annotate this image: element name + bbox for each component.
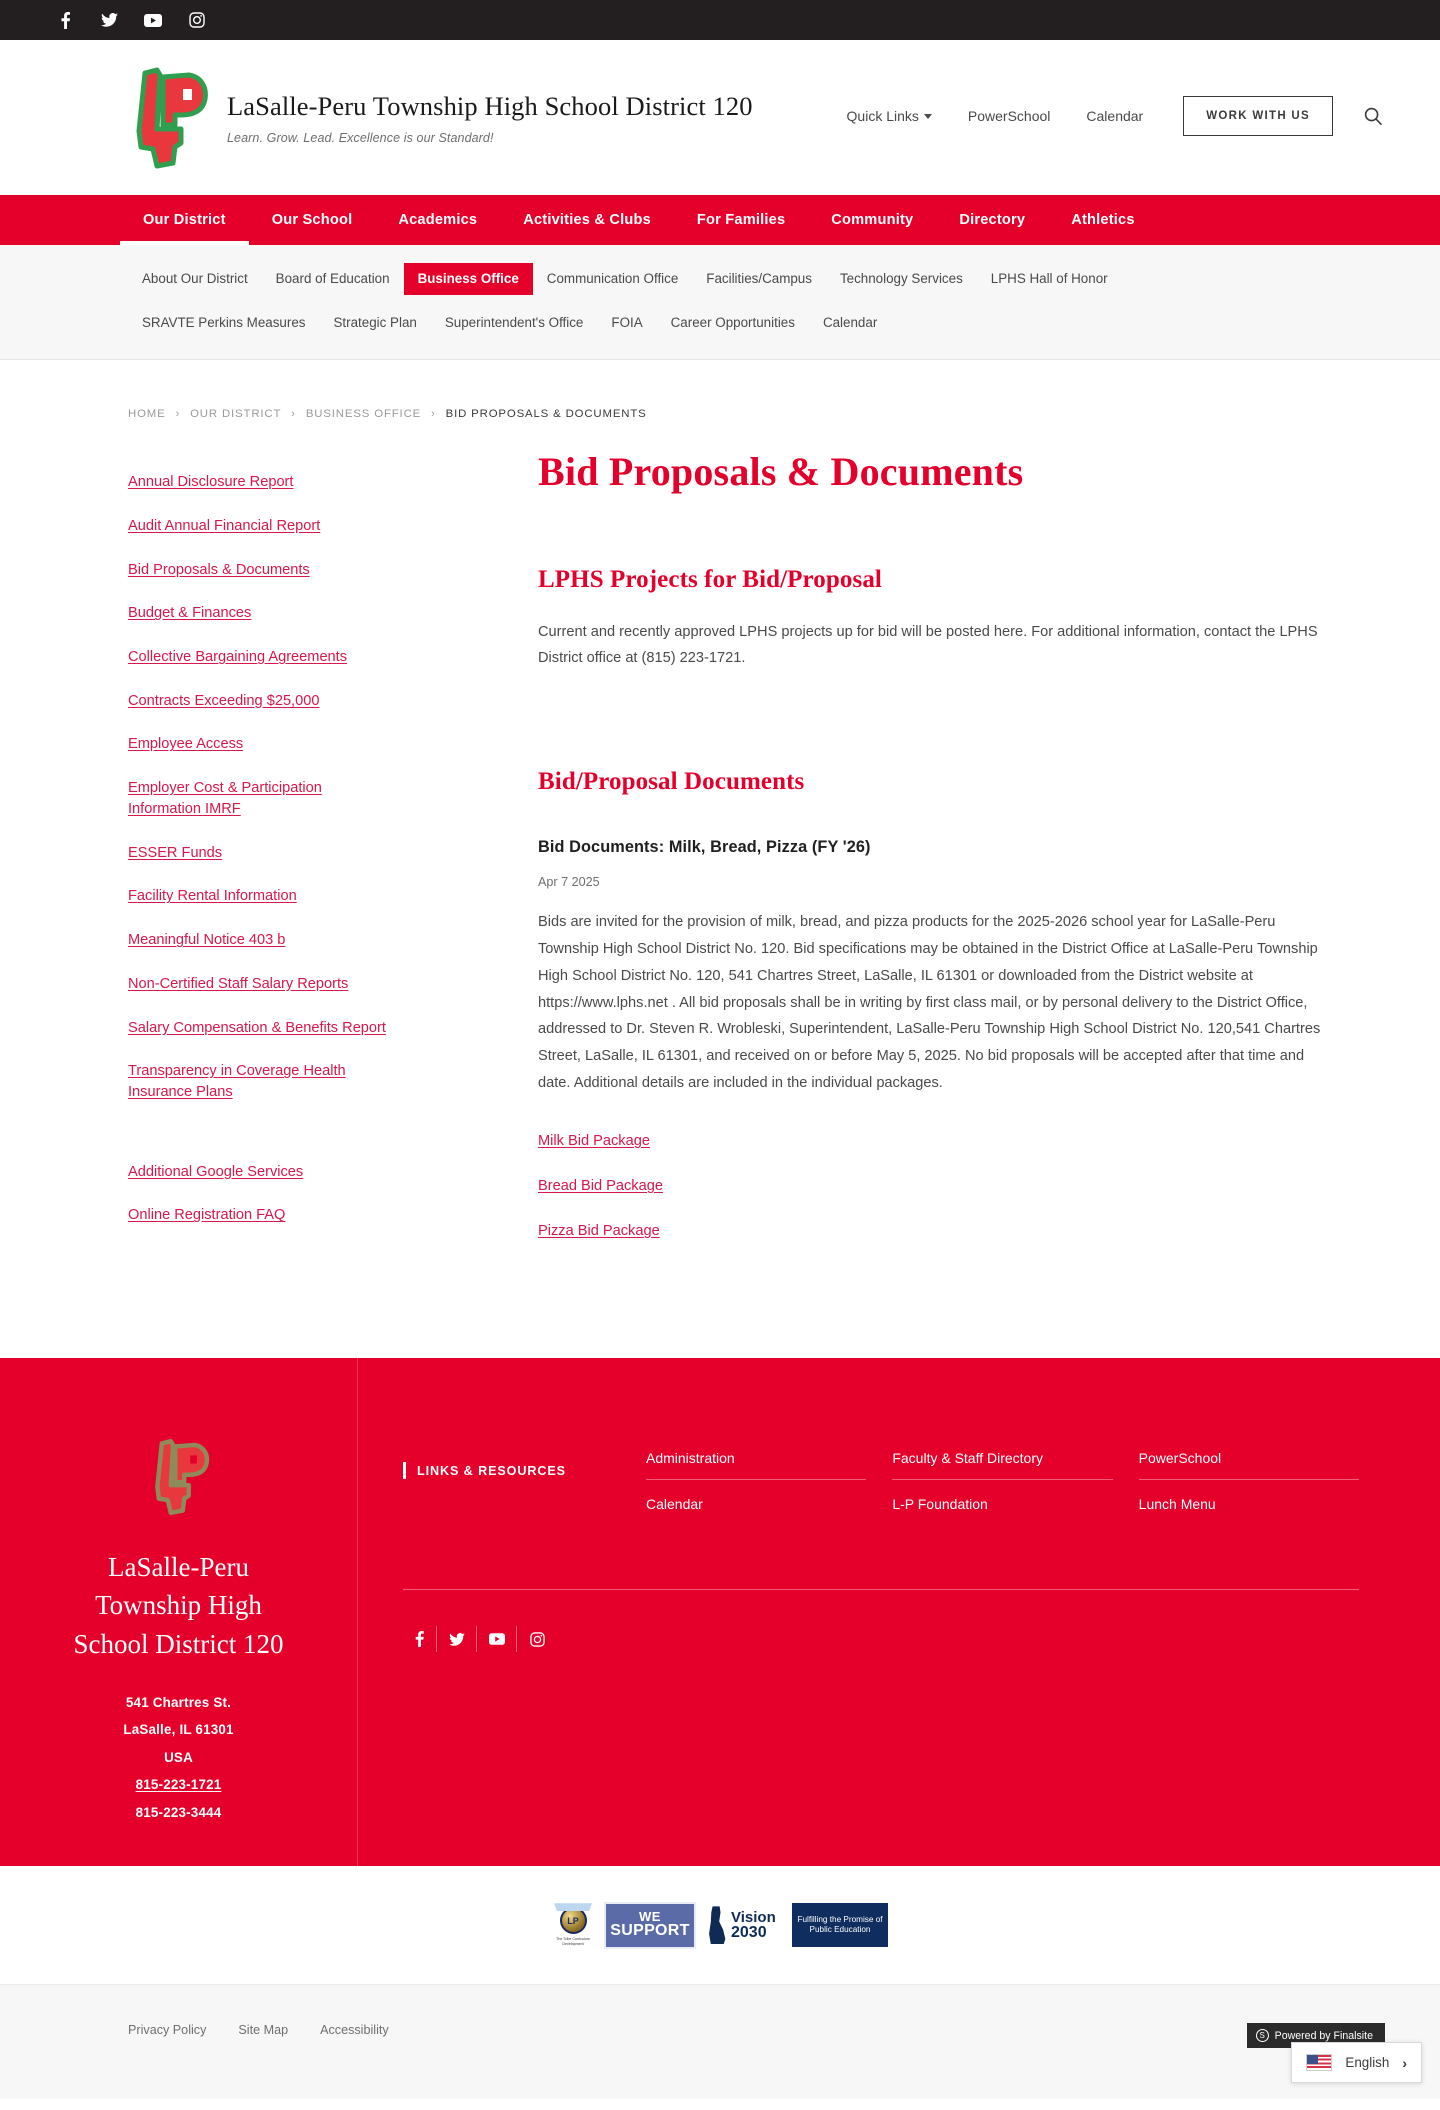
vision-line-1: Vision	[731, 1908, 776, 1926]
sidebar-item-facility-rental-information[interactable]: Facility Rental Information	[128, 888, 297, 905]
footer-link-administration[interactable]: Administration	[646, 1450, 866, 1480]
link-milk-bid-package[interactable]: Milk Bid Package	[538, 1133, 650, 1149]
subnav-item-business-office[interactable]: Business Office	[404, 263, 533, 295]
link-pizza-bid-package[interactable]: Pizza Bid Package	[538, 1223, 660, 1239]
link-bread-bid-package[interactable]: Bread Bid Package	[538, 1178, 663, 1194]
twitter-icon[interactable]	[99, 10, 119, 30]
page-title: Bid Proposals & Documents	[538, 449, 1024, 495]
footer-link-powerschool[interactable]: PowerSchool	[1139, 1450, 1359, 1480]
subnav-item-superintendents-office[interactable]: Superintendent's Office	[444, 315, 584, 331]
breadcrumb-our-district[interactable]: OUR DISTRICT	[190, 408, 282, 421]
us-flag-icon	[1306, 2054, 1332, 2071]
footer-links-heading-label: LINKS & RESOURCES	[417, 1463, 566, 1478]
subnav-item-communication-office[interactable]: Communication Office	[546, 271, 679, 286]
page-body	[0, 420, 1440, 1268]
brand-home-link[interactable]	[127, 63, 753, 173]
link-privacy-policy[interactable]: Privacy Policy	[128, 2023, 207, 2038]
nav-item-our-district[interactable]: Our District	[120, 195, 249, 245]
sidebar-item-bid-proposals-documents[interactable]: Bid Proposals & Documents	[128, 561, 310, 578]
nav-item-academics[interactable]: Academics	[398, 212, 478, 228]
footer-link-calendar[interactable]: Calendar	[646, 1496, 703, 1512]
header-utility-nav	[829, 96, 1385, 140]
link-accessibility[interactable]: Accessibility	[320, 2023, 389, 2038]
partner-badges	[0, 1866, 1440, 1984]
main-content	[396, 450, 1385, 1268]
breadcrumb	[0, 360, 1440, 420]
site-tagline: Learn. Grow. Lead. Excellence is our Standard!	[227, 130, 494, 145]
document-date: Apr 7 2025	[538, 875, 600, 890]
we-support-badge[interactable]	[604, 1902, 696, 1949]
footer-district-logo	[148, 1436, 210, 1518]
sidebar-item-employee-access[interactable]: Employee Access	[128, 736, 244, 753]
top-social-list	[55, 10, 207, 30]
subnav-item-lphs-hall-of-honor[interactable]: LPHS Hall of Honor	[990, 271, 1108, 286]
header-link-powerschool[interactable]: PowerSchool	[967, 107, 1051, 124]
sidebar-item-employer-cost-participation-imrf[interactable]: Employer Cost & Participation Information IMRF	[128, 780, 322, 817]
footer-identity	[0, 1358, 358, 1866]
sidebar-item-contracts-exceeding-25000[interactable]: Contracts Exceeding $25,000	[128, 692, 320, 709]
document-attachment-links	[538, 1133, 1325, 1239]
sidebar-item-meaningful-notice-403b[interactable]: Meaningful Notice 403 b	[128, 932, 286, 949]
header-link-quick-links[interactable]	[829, 108, 950, 124]
section-sidebar	[128, 450, 396, 1249]
subnav-item-career-opportunities[interactable]: Career Opportunities	[670, 315, 795, 331]
footer-column-1	[646, 1450, 892, 1541]
footer-name-line-1: LaSalle-Peru	[108, 1552, 249, 1582]
footer-address	[40, 1689, 317, 1826]
sidebar-divider	[128, 1126, 396, 1162]
sidebar-item-budget-finances[interactable]: Budget & Finances	[128, 605, 252, 622]
fulfilling-promise-badge[interactable]: Fulfilling the Promise of Public Education	[792, 1903, 888, 1947]
seal-ribbon-icon	[554, 1903, 592, 1911]
sidebar-item-transparency-in-coverage[interactable]: Transparency in Coverage Health Insurance Plans	[128, 1063, 346, 1100]
subnav-item-board-of-education[interactable]: Board of Education	[275, 271, 390, 286]
subnav-item-sravte-perkins-measures[interactable]: SRAVTE Perkins Measures	[142, 315, 306, 331]
language-selector[interactable]	[1291, 2042, 1422, 2083]
header-link-label: Quick Links	[846, 107, 919, 124]
vision-2030-text	[731, 1910, 776, 1941]
section-paragraph-lphs-projects: Current and recently approved LPHS projects up for bid will be posted here. For additional information, contact the LPHS District office at (815) 223-1721.	[538, 624, 1318, 667]
twitter-icon[interactable]	[437, 1626, 477, 1652]
search-icon[interactable]	[1361, 104, 1385, 128]
nav-item-activities-clubs[interactable]: Activities & Clubs	[523, 212, 651, 228]
footer-name-line-3: School District 120	[73, 1628, 284, 1659]
sidebar-item-online-registration-faq[interactable]: Online Registration FAQ	[128, 1207, 286, 1224]
breadcrumb-separator-icon: ›	[291, 407, 296, 420]
seal-medal-icon: LP	[560, 1907, 587, 1934]
chevron-right-icon: ›	[1402, 2054, 1407, 2071]
vision-2030-badge[interactable]	[706, 1902, 782, 1949]
nav-item-for-families[interactable]: For Families	[696, 212, 786, 228]
header-link-calendar[interactable]: Calendar	[1086, 107, 1144, 124]
footer-links-row	[403, 1450, 1385, 1541]
we-support-line-1: WE	[639, 1909, 661, 1925]
facebook-icon[interactable]	[55, 10, 75, 30]
language-label: English	[1345, 2055, 1390, 2071]
nav-item-directory[interactable]: Directory	[959, 212, 1026, 228]
site-footer	[0, 1358, 1440, 1866]
sidebar-item-collective-bargaining-agreements[interactable]: Collective Bargaining Agreements	[128, 649, 348, 666]
footer-name-line-2: Township High	[95, 1590, 262, 1621]
we-support-line-2: SUPPORT	[610, 1922, 690, 1940]
sidebar-item-annual-disclosure-report[interactable]: Annual Disclosure Report	[128, 474, 294, 491]
content-bottom-spacer	[0, 1268, 1440, 1358]
sub-navigation	[0, 245, 1440, 360]
subnav-item-strategic-plan[interactable]: Strategic Plan	[333, 315, 417, 331]
nav-item-community[interactable]: Community	[831, 212, 914, 228]
footer-column-3	[1139, 1450, 1385, 1541]
link-site-map[interactable]: Site Map	[238, 2023, 289, 2038]
footer-link-lunch-menu[interactable]: Lunch Menu	[1138, 1496, 1216, 1512]
footer-links-area	[358, 1358, 1440, 1866]
footer-phone-secondary: 815-223-3444	[135, 1804, 222, 1820]
footer-address-country: USA	[164, 1749, 193, 1765]
youtube-icon[interactable]	[143, 10, 163, 30]
flag-canton	[1307, 2055, 1318, 2064]
footer-divider	[403, 1589, 1359, 1590]
powered-by-label: Powered by Finalsite	[1274, 2029, 1373, 2042]
subnav-item-calendar[interactable]: Calendar	[822, 315, 878, 331]
subnav-item-about-our-district[interactable]: About Our District	[142, 271, 248, 286]
breadcrumb-separator-icon: ›	[431, 407, 436, 420]
sidebar-item-non-certified-staff-salary-reports[interactable]: Non-Certified Staff Salary Reports	[128, 975, 349, 992]
footer-address-city: LaSalle, IL 61301	[123, 1722, 234, 1738]
subnav-item-foia[interactable]: FOIA	[611, 315, 643, 331]
instagram-icon[interactable]	[187, 10, 207, 30]
finalsite-logo-icon: S	[1256, 2029, 1269, 2042]
footer-links-heading	[403, 1450, 646, 1479]
breadcrumb-separator-icon: ›	[175, 407, 181, 420]
document-body: Bids are invited for the provision of milk, bread, and pizza products for the 2025-2026 school year for LaSalle-Peru Township High School District No. 120. Bid specifications may be obtained in the District Office at LaSalle-Peru Township High School District No. 120, 541 Chartres Street, LaSalle, IL 61301 or downloaded from the District website at https://www.lphs.net . All bid proposals shall be in writing by first class mail, or by personal delivery to the District Office, addressed to Dr. Steven R. Wrobleski, Superintendent, LaSalle-Peru Township High School District No. 120,541 Chartres Street, LaSalle, IL 61301, and received on or before May 5, 2025. No bid proposals will be accepted after that time and date. Additional details are included in the individual packages.	[538, 914, 1321, 1092]
breadcrumb-current: BID PROPOSALS & DOCUMENTS	[445, 408, 647, 421]
sidebar-item-audit-annual-financial-report[interactable]: Audit Annual Financial Report	[128, 517, 321, 534]
section-heading-bid-proposal-documents: Bid/Proposal Documents	[538, 768, 805, 796]
chevron-down-icon	[924, 114, 932, 119]
facebook-icon[interactable]	[403, 1626, 437, 1652]
district-logo	[127, 63, 209, 173]
seal-caption: The Tribe Curriculum Development	[556, 1937, 590, 1947]
footer-link-lp-foundation[interactable]: L-P Foundation	[892, 1496, 988, 1512]
work-with-us-button[interactable]: WORK WITH US	[1183, 96, 1333, 136]
footer-link-columns	[646, 1450, 1385, 1541]
footer-social-list	[403, 1626, 1385, 1652]
subnav-item-facilities-campus[interactable]: Facilities/Campus	[706, 271, 812, 286]
vision-line-2: 2030	[731, 1923, 767, 1941]
breadcrumb-home[interactable]: HOME	[128, 408, 166, 421]
subnav-item-technology-services[interactable]: Technology Services	[839, 271, 963, 286]
footer-district-name	[40, 1548, 317, 1663]
breadcrumb-business-office[interactable]: BUSINESS OFFICE	[305, 408, 422, 421]
document-title: Bid Documents: Milk, Bread, Pizza (FY '26)	[538, 838, 871, 857]
footer-phone-primary[interactable]: 815-223-1721	[135, 1777, 222, 1793]
footer-column-2	[892, 1450, 1138, 1541]
top-social-bar	[0, 0, 1440, 40]
main-navigation	[0, 195, 1440, 245]
brand-text	[227, 90, 753, 145]
accent-bar-icon	[403, 1462, 406, 1479]
site-header	[0, 40, 1440, 195]
curriculum-development-seal-icon[interactable]	[552, 1899, 594, 1951]
sidebar-item-esser-funds[interactable]: ESSER Funds	[128, 844, 223, 861]
nav-item-our-school[interactable]: Our School	[271, 212, 353, 228]
sidebar-item-additional-google-services[interactable]: Additional Google Services	[128, 1163, 304, 1180]
nav-item-athletics[interactable]: Athletics	[1071, 212, 1135, 228]
footer-link-faculty-staff-directory[interactable]: Faculty & Staff Directory	[892, 1450, 1112, 1480]
utility-bottom-bar	[0, 1984, 1440, 2099]
section-heading-lphs-projects: LPHS Projects for Bid/Proposal	[538, 566, 882, 594]
youtube-icon[interactable]	[477, 1626, 517, 1652]
footer-address-street: 541 Chartres St.	[125, 1694, 232, 1710]
illinois-map-icon	[706, 1906, 728, 1944]
instagram-icon[interactable]	[517, 1626, 557, 1652]
sidebar-item-salary-compensation-benefits-report[interactable]: Salary Compensation & Benefits Report	[128, 1019, 386, 1036]
site-title: LaSalle-Peru Township High School District 120	[227, 91, 753, 122]
